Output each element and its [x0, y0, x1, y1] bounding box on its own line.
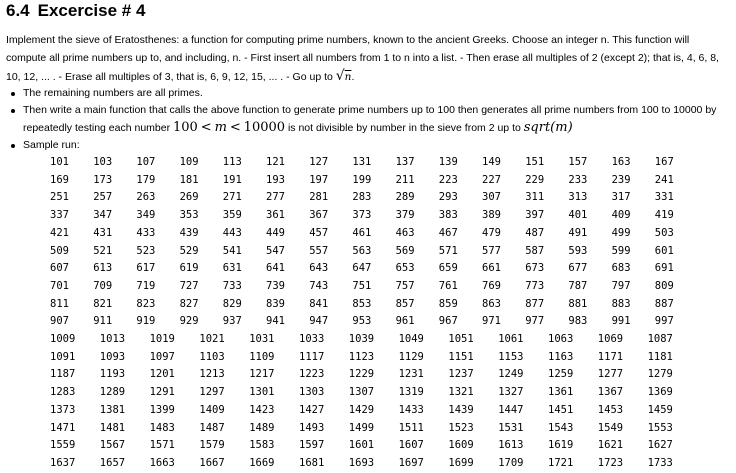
- prime-number: 499: [611, 226, 631, 239]
- prime-number: 1409: [199, 403, 225, 416]
- prime-number: 1091: [50, 350, 76, 363]
- prime-number: 317: [611, 191, 631, 204]
- prime-number: 643: [309, 262, 329, 275]
- prime-number: 641: [266, 262, 285, 275]
- math-variable: m: [214, 120, 227, 135]
- prime-number: 617: [136, 262, 156, 275]
- prime-number: 1223: [299, 368, 325, 381]
- prime-number: 457: [309, 226, 329, 239]
- sqrt-variable: n: [344, 71, 352, 83]
- prime-number: 1171: [597, 350, 624, 363]
- prime-number: 239: [611, 173, 631, 186]
- prime-number: 389: [482, 209, 501, 222]
- prime-number: 983: [568, 315, 588, 328]
- prime-number: 113: [222, 156, 242, 168]
- prime-number: 977: [525, 315, 545, 328]
- prime-number: 1657: [99, 456, 126, 469]
- prime-number: 953: [352, 315, 372, 328]
- prime-number: 1301: [249, 386, 275, 399]
- prime-number: 557: [309, 244, 329, 257]
- prime-number: 1721: [548, 456, 574, 469]
- prime-number: 1217: [249, 368, 275, 381]
- prime-number: 883: [611, 297, 631, 310]
- prime-number: 1601: [348, 439, 375, 452]
- prime-number: 1531: [498, 421, 524, 434]
- prime-number: 733: [222, 279, 242, 292]
- prime-number: 1303: [299, 386, 325, 399]
- prime-number: 1069: [597, 333, 624, 345]
- prime-number: 809: [654, 279, 674, 292]
- prime-number: 1627: [647, 439, 673, 452]
- prime-number: 1613: [498, 439, 524, 452]
- prime-number: 1697: [398, 456, 424, 469]
- prime-number: 683: [611, 262, 631, 275]
- prime-number: 797: [611, 279, 631, 292]
- prime-number: 1399: [149, 403, 175, 416]
- prime-number: 569: [395, 244, 415, 257]
- prime-number: 1637: [50, 456, 76, 469]
- prime-number: 137: [395, 156, 415, 168]
- prime-number: 1663: [149, 456, 175, 469]
- prime-number: 691: [654, 262, 674, 275]
- prime-number: 967: [438, 315, 458, 328]
- prime-number: 349: [136, 209, 156, 222]
- prime-number: 199: [352, 173, 372, 186]
- prime-number: 961: [395, 315, 415, 328]
- prime-number: 103: [93, 156, 113, 168]
- prime-number: 139: [438, 156, 458, 168]
- prime-number: 1279: [647, 368, 673, 381]
- prime-number: 197: [309, 173, 329, 186]
- prime-number: 353: [179, 209, 199, 222]
- prime-number: 631: [222, 262, 242, 275]
- prime-number: 233: [568, 173, 588, 186]
- prime-number: 277: [266, 191, 285, 204]
- prime-number: 1103: [199, 350, 225, 363]
- prime-number: 599: [611, 244, 631, 257]
- prime-number: 941: [266, 315, 285, 328]
- prime-number: 727: [179, 279, 199, 292]
- prime-number: 1553: [647, 421, 673, 434]
- prime-number: 1709: [498, 456, 524, 469]
- prime-number: 1307: [348, 386, 375, 399]
- prime-number: 1327: [498, 386, 524, 399]
- prime-number: 191: [222, 173, 242, 186]
- prime-number: 701: [50, 279, 69, 292]
- prime-number: 487: [525, 226, 545, 239]
- prime-number: 1021: [199, 333, 225, 345]
- prime-number: 1583: [249, 439, 275, 452]
- math-less-than-2: <: [229, 120, 241, 135]
- prime-number: 709: [93, 279, 113, 292]
- prime-number: 1489: [249, 421, 275, 434]
- prime-number: 1669: [249, 456, 275, 469]
- prime-number: 179: [136, 173, 156, 186]
- prime-number: 1621: [597, 439, 624, 452]
- prime-number: 1499: [348, 421, 375, 434]
- prime-number: 997: [654, 315, 674, 328]
- prime-number: 347: [93, 209, 113, 222]
- prime-number: 1087: [647, 333, 673, 345]
- prime-number: 101: [50, 156, 69, 168]
- math-lower-bound: 100: [173, 120, 198, 135]
- prime-number: 1607: [398, 439, 424, 452]
- prime-number: 677: [568, 262, 588, 275]
- prime-number: 1493: [299, 421, 325, 434]
- prime-number: 167: [654, 156, 674, 168]
- prime-number: 659: [438, 262, 458, 275]
- prime-number: 157: [568, 156, 588, 168]
- prime-number: 929: [179, 315, 199, 328]
- prime-number: 1291: [149, 386, 175, 399]
- prime-number: 281: [309, 191, 329, 204]
- prime-number: 673: [525, 262, 545, 275]
- prime-number: 383: [438, 209, 458, 222]
- prime-number: 223: [438, 173, 458, 186]
- prime-number: 443: [222, 226, 242, 239]
- prime-number: 857: [395, 297, 415, 310]
- prime-number: 169: [50, 173, 69, 186]
- prime-number: 1249: [498, 368, 524, 381]
- prime-number: 877: [525, 297, 545, 310]
- prime-number: 229: [525, 173, 545, 186]
- section-number: 6.4: [6, 1, 30, 20]
- prime-number: 1231: [398, 368, 424, 381]
- intro-paragraph: [6, 31, 732, 86]
- prime-number: 109: [179, 156, 199, 168]
- prime-number: 1277: [597, 368, 624, 381]
- prime-number: 1543: [548, 421, 574, 434]
- prime-number: 1123: [348, 350, 375, 363]
- prime-number: 577: [482, 244, 501, 257]
- prime-number: 571: [438, 244, 458, 257]
- prime-number: 1667: [199, 456, 225, 469]
- prime-number: 761: [438, 279, 458, 292]
- prime-number: 829: [222, 297, 242, 310]
- prime-number: 467: [438, 226, 458, 239]
- prime-number: 1723: [597, 456, 624, 469]
- prime-number: 613: [93, 262, 113, 275]
- prime-number: 541: [222, 244, 242, 257]
- prime-number: 431: [93, 226, 113, 239]
- prime-number: 1369: [647, 386, 673, 399]
- prime-number: 919: [136, 315, 156, 328]
- prime-number: 821: [93, 297, 113, 310]
- prime-number: 991: [611, 315, 631, 328]
- prime-number: 1429: [348, 403, 375, 416]
- prime-number: 1151: [448, 350, 474, 363]
- prime-number: 1213: [199, 368, 225, 381]
- prime-number: 127: [309, 156, 329, 168]
- prime-number: 1019: [149, 333, 175, 345]
- prime-number: 1361: [548, 386, 574, 399]
- prime-number: 1319: [398, 386, 424, 399]
- section-title: [6, 0, 145, 22]
- prime-number: 1061: [498, 333, 524, 345]
- prime-number: 307: [482, 191, 501, 204]
- prime-number: 433: [136, 226, 156, 239]
- prime-number: 1481: [99, 421, 126, 434]
- intro-text: Implement the sieve of Eratosthenes: a function for computing prime numbers, known to the ancient Greeks. Choose an integer n. This function will compute all prime numbers up to, and including, n. - First insert all numbers from 1 to n into a list. - Then erase all multiples of 2 (except 2); that is, 4, 6, 8, 10, 12, ... . - Erase all multiples of 3, that is, 6, 9, 12, 15, ... . - Go up to: [6, 34, 719, 83]
- prime-number: 593: [568, 244, 588, 257]
- prime-number: 283: [352, 191, 372, 204]
- prime-number: 509: [50, 244, 69, 257]
- prime-number: 1699: [448, 456, 474, 469]
- prime-number: 373: [352, 209, 372, 222]
- prime-number: 241: [654, 173, 674, 186]
- prime-number: 1283: [50, 386, 76, 399]
- prime-number: 1153: [498, 350, 524, 363]
- prime-number: 1523: [448, 421, 474, 434]
- prime-number: 587: [525, 244, 545, 257]
- prime-number: 827: [179, 297, 199, 310]
- prime-number: 1013: [99, 333, 126, 345]
- prime-number: 1451: [548, 403, 574, 416]
- prime-number: 1039: [348, 333, 375, 345]
- prime-number: 971: [482, 315, 501, 328]
- prime-number: 257: [93, 191, 113, 204]
- prime-number: 1129: [398, 350, 424, 363]
- prime-number: 1381: [99, 403, 126, 416]
- prime-number: 841: [309, 297, 329, 310]
- prime-number: 401: [568, 209, 588, 222]
- prime-number: 769: [482, 279, 501, 292]
- prime-number: 1439: [448, 403, 474, 416]
- prime-number: 1237: [448, 368, 474, 381]
- prime-number: 361: [266, 209, 285, 222]
- prime-number: 311: [525, 191, 545, 204]
- prime-number: 149: [482, 156, 501, 168]
- section-heading: Excercise # 4: [37, 1, 146, 20]
- bullet-sample-run: Sample run:: [6, 137, 736, 154]
- prime-number: 743: [309, 279, 329, 292]
- prime-number: 461: [352, 226, 372, 239]
- prime-number: 1483: [149, 421, 175, 434]
- prime-number: 313: [568, 191, 588, 204]
- prime-number: 1549: [597, 421, 624, 434]
- math-upper-bound: 10000: [243, 120, 286, 135]
- prime-number: 1093: [99, 350, 126, 363]
- prime-number: 547: [266, 244, 285, 257]
- prime-number: 251: [50, 191, 69, 204]
- prime-number: 661: [482, 262, 501, 275]
- prime-number: 1619: [548, 439, 574, 452]
- prime-number: 331: [654, 191, 674, 204]
- prime-number: 1259: [548, 368, 574, 381]
- prime-number: 1433: [398, 403, 424, 416]
- prime-number: 887: [654, 297, 674, 310]
- prime-number: 397: [525, 209, 545, 222]
- prime-number: 121: [266, 156, 285, 168]
- prime-number: 1201: [149, 368, 175, 381]
- prime-number: 1579: [199, 439, 225, 452]
- prime-number: 271: [222, 191, 242, 204]
- bullet-list: [6, 85, 736, 154]
- prime-number: 1009: [50, 333, 76, 345]
- prime-number: 227: [482, 173, 501, 186]
- prime-number: 563: [352, 244, 372, 257]
- prime-number: 269: [179, 191, 199, 204]
- prime-number: 1373: [50, 403, 76, 416]
- prime-number: 1229: [348, 368, 375, 381]
- prime-number: 1117: [299, 350, 325, 363]
- prime-number: 409: [611, 209, 631, 222]
- prime-number: 823: [136, 297, 156, 310]
- prime-number: 863: [482, 297, 501, 310]
- prime-number: 379: [395, 209, 415, 222]
- prime-number: 1447: [498, 403, 524, 416]
- prime-number: 1181: [647, 350, 673, 363]
- prime-number: 1049: [398, 333, 424, 345]
- prime-number: 739: [266, 279, 285, 292]
- prime-number: 907: [50, 315, 69, 328]
- prime-number: 1733: [647, 456, 673, 469]
- prime-number: 1471: [50, 421, 76, 434]
- prime-number: 439: [179, 226, 199, 239]
- prime-number: 1597: [299, 439, 325, 452]
- prime-number: 1063: [548, 333, 574, 345]
- prime-number: 1163: [548, 350, 574, 363]
- prime-number: 419: [654, 209, 674, 222]
- prime-number: 131: [352, 156, 372, 168]
- prime-number: 1681: [299, 456, 325, 469]
- prime-number: 163: [611, 156, 631, 168]
- prime-number: 503: [654, 226, 674, 239]
- prime-number: 757: [395, 279, 415, 292]
- prime-number: 1031: [249, 333, 275, 345]
- prime-number: 293: [438, 191, 458, 204]
- prime-number: 173: [93, 173, 113, 186]
- prime-number: 839: [266, 297, 285, 310]
- prime-number: 181: [179, 173, 199, 186]
- prime-number: 1571: [149, 439, 175, 452]
- prime-number: 1187: [50, 368, 76, 381]
- prime-number: 653: [395, 262, 415, 275]
- prime-number: 1693: [348, 456, 375, 469]
- prime-number: 1367: [597, 386, 624, 399]
- prime-number: 151: [525, 156, 545, 168]
- prime-number: 529: [179, 244, 199, 257]
- prime-number: 263: [136, 191, 156, 204]
- prime-number: 211: [395, 173, 415, 186]
- prime-number: 947: [309, 315, 329, 328]
- prime-number: 1033: [299, 333, 325, 345]
- prime-number: 1459: [647, 403, 673, 416]
- prime-number: 619: [179, 262, 199, 275]
- prime-number: 1193: [99, 368, 126, 381]
- prime-number: 1109: [249, 350, 275, 363]
- prime-number: 1289: [99, 386, 126, 399]
- prime-number: 1297: [199, 386, 225, 399]
- prime-number: 1427: [299, 403, 325, 416]
- prime-number: 367: [309, 209, 329, 222]
- prime-number: 601: [654, 244, 674, 257]
- prime-number: 773: [525, 279, 545, 292]
- prime-number: 1051: [448, 333, 474, 345]
- prime-number: 523: [136, 244, 156, 257]
- prime-number: 1559: [50, 439, 76, 452]
- prime-number: 607: [50, 262, 69, 275]
- sqrt-symbol: √: [335, 68, 345, 84]
- prime-number: 859: [438, 297, 458, 310]
- prime-number: 289: [395, 191, 415, 204]
- prime-number: 1423: [249, 403, 275, 416]
- prime-number: 1097: [149, 350, 175, 363]
- prime-number: 463: [395, 226, 415, 239]
- prime-number: 479: [482, 226, 501, 239]
- prime-number: 193: [266, 173, 285, 186]
- prime-number: 491: [568, 226, 588, 239]
- prime-number: 107: [136, 156, 156, 168]
- bullet-main-function: Then write a main function that calls the above function to generate prime numbers up to 100 then generates all prime numbers from 100 to 10000 by repeatedly testing each number 100 < m < 10000 is not divisible by number in the sieve from 2 up to sqrt(m): [6, 102, 736, 137]
- prime-number: 1487: [199, 421, 225, 434]
- prime-number: 751: [352, 279, 372, 292]
- prime-number: 521: [93, 244, 113, 257]
- prime-number: 1609: [448, 439, 474, 452]
- prime-number: 337: [50, 209, 69, 222]
- intro-end: .: [351, 71, 355, 83]
- prime-number: 1453: [597, 403, 624, 416]
- prime-number: 1511: [398, 421, 424, 434]
- prime-number: 449: [266, 226, 285, 239]
- bullet-remaining-primes: The remaining numbers are all primes.: [6, 85, 736, 102]
- prime-number: 881: [568, 297, 588, 310]
- prime-number: 647: [352, 262, 372, 275]
- prime-number: 359: [222, 209, 242, 222]
- prime-number: 937: [222, 315, 242, 328]
- prime-number: 421: [50, 226, 69, 239]
- prime-number: 719: [136, 279, 156, 292]
- prime-number: 811: [50, 297, 69, 310]
- prime-number: 1321: [448, 386, 474, 399]
- math-sqrt-m: sqrt(m): [523, 120, 573, 135]
- prime-number: 911: [93, 315, 113, 328]
- prime-number: 787: [568, 279, 588, 292]
- prime-number: 1567: [99, 439, 126, 452]
- prime-number: 853: [352, 297, 372, 310]
- math-less-than-1: <: [200, 120, 212, 135]
